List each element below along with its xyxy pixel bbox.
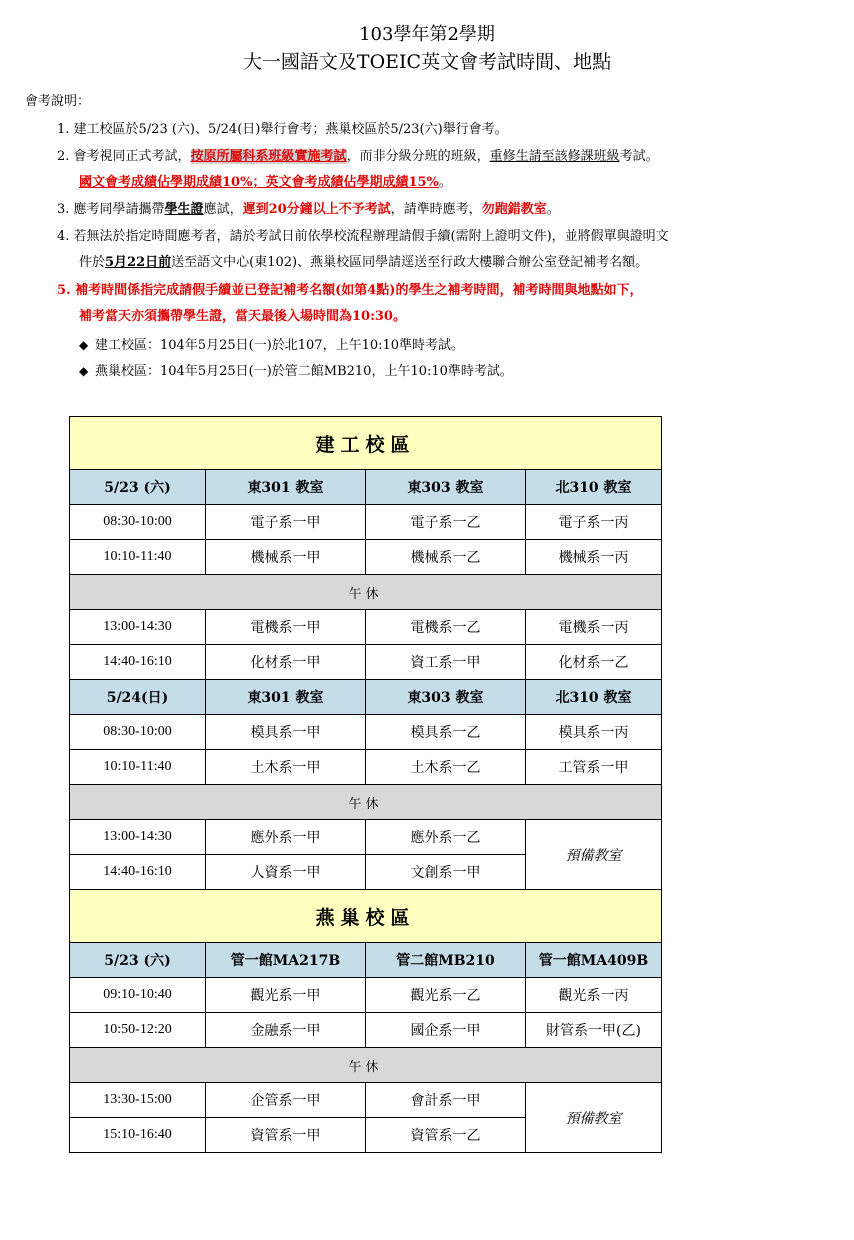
time-slot: 13:00-14:30 [70,610,206,645]
class-cell: 模具系一乙 [366,715,526,750]
diamond-bullet-icon: ◆ [79,364,89,378]
time-slot: 10:10-11:40 [70,540,206,575]
room-header: 東303 教室 [366,470,526,505]
class-cell: 機械系一甲 [206,540,366,575]
campus-header-jiangong: 建工校區 [70,417,662,470]
item4-text-a: 件於 [79,255,106,270]
table-row [70,540,662,575]
class-cell: 觀光系一丙 [526,978,662,1013]
date-cell: 5/23 (六) [70,470,206,505]
lunch-break-row: 午休 [70,575,662,610]
item3-text-c: ，請準時應考， [390,202,482,217]
class-cell: 模具系一丙 [526,715,662,750]
class-cell: 電機系一甲 [206,610,366,645]
class-cell: 電子系一甲 [206,505,366,540]
class-cell: 化材系一甲 [206,645,366,680]
class-cell: 機械系一丙 [526,540,662,575]
time-slot: 09:10-10:40 [70,978,206,1013]
class-cell: 文創系一甲 [366,855,526,890]
class-cell: 土木系一乙 [366,750,526,785]
time-slot: 13:00-14:30 [70,820,206,855]
instruction-item-4-line2 [79,254,648,272]
item3-text-d: 。 [546,202,560,217]
time-slot: 08:30-10:00 [70,505,206,540]
class-cell: 電子系一乙 [366,505,526,540]
instruction-item-5-line1: 5. 補考時間係指完成請假手續並已登記補考名額(如第4點)的學生之補考時間，補考時間與地點如下， [57,283,643,298]
makeup-yanchao-text: 燕巢校區：104年5月25日(一)於管二館MB210，上午10:10準時考試。 [95,364,513,379]
class-cell: 觀光系一乙 [366,978,526,1013]
room-header: 管一館MA409B [526,943,662,978]
lunch-break-row: 午休 [70,1048,662,1083]
item3-late-rule: 遲到20分鐘以上不予考試 [242,202,391,217]
date-cell: 5/23 (六) [70,943,206,978]
makeup-bullet-jiangong [79,336,464,355]
time-slot: 10:10-11:40 [70,750,206,785]
lunch-break-row: 午休 [70,785,662,820]
time-slot: 14:40-16:10 [70,645,206,680]
item3-text-a: 3. 應考同學請攜帶 [57,202,165,217]
item2-retake-note: 重修生請至該修課班級 [489,149,620,164]
table-row [70,1083,662,1118]
class-cell: 化材系一乙 [526,645,662,680]
instruction-item-2-weighting [79,174,452,192]
time-slot: 10:50-12:20 [70,1013,206,1048]
table-row [70,820,662,855]
class-cell: 應外系一乙 [366,820,526,855]
class-cell: 模具系一甲 [206,715,366,750]
document-title-main: 大一國語文及TOEIC英文會考試時間、地點 [242,51,612,73]
class-cell: 機械系一乙 [366,540,526,575]
instruction-item-5-line2: 補考當天亦須攜帶學生證，當天最後入場時間為10:30。 [79,309,406,324]
item2-highlight-class: 按原所屬科系班級實施考試 [190,149,347,164]
class-cell: 資工系一甲 [366,645,526,680]
makeup-jiangong-text: 建工校區：104年5月25日(一)於北107，上午10:10準時考試。 [95,338,465,353]
item2-text-c: 考試。 [619,149,659,164]
class-cell: 國企系一甲 [366,1013,526,1048]
time-slot: 13:30-15:00 [70,1083,206,1118]
class-cell: 資管系一甲 [206,1118,366,1153]
class-cell: 土木系一甲 [206,750,366,785]
room-header: 北310 教室 [526,680,662,715]
class-cell: 觀光系一甲 [206,978,366,1013]
item3-text-b: 應試， [203,202,243,217]
class-cell: 應外系一甲 [206,820,366,855]
item2-weighting-end: 。 [438,175,452,190]
exam-schedule-table [69,416,662,1153]
table-row [70,505,662,540]
item4-text-b: 送至語文中心(東102)、燕巢校區同學請逕送至行政大樓聯合辦公室登記補考名額。 [171,255,649,270]
item3-student-id: 學生證 [164,202,204,217]
class-cell: 會計系一甲 [366,1083,526,1118]
room-header: 北310 教室 [526,470,662,505]
class-cell: 電子系一丙 [526,505,662,540]
class-cell: 電機系一丙 [526,610,662,645]
time-slot: 14:40-16:10 [70,855,206,890]
item4-deadline: 5月22日前 [105,255,172,270]
room-header: 管二館MB210 [366,943,526,978]
diamond-bullet-icon: ◆ [79,338,89,352]
class-cell: 企管系一甲 [206,1083,366,1118]
instruction-item-2 [57,148,659,166]
item2-text-a: 2. 會考視同正式考試， [57,149,191,164]
class-cell: 金融系一甲 [206,1013,366,1048]
instruction-item-1: 1. 建工校區於5/23 (六)、5/24(日)舉行會考；燕巢校區於5/23(六)舉行會考。 [57,122,508,137]
class-cell: 電機系一乙 [366,610,526,645]
room-header: 東301 教室 [206,680,366,715]
class-cell: 工管系一甲 [526,750,662,785]
item2-weighting-text: 國文會考成績佔學期成績10%；英文會考成績佔學期成績15% [79,175,439,190]
table-row [70,750,662,785]
makeup-bullet-yanchao [79,362,513,381]
room-header: 東301 教室 [206,470,366,505]
time-slot: 15:10-16:40 [70,1118,206,1153]
time-slot: 08:30-10:00 [70,715,206,750]
class-cell: 人資系一甲 [206,855,366,890]
document-title-term: 103學年第2學期 [359,24,495,45]
instruction-item-3 [57,201,560,219]
date-cell: 5/24(日) [70,680,206,715]
table-row [70,715,662,750]
class-cell: 資管系一乙 [366,1118,526,1153]
table-row [70,1013,662,1048]
spare-room-cell: 預備教室 [526,820,662,890]
instruction-item-4-line1: 4. 若無法於指定時間應考者，請於考試日前依學校流程辦理請假手續(需附上證明文件)，並將假單與證明文 [57,229,669,244]
table-row [70,645,662,680]
table-row [70,978,662,1013]
intro-label: 會考說明： [25,94,91,109]
spare-room-cell: 預備教室 [526,1083,662,1153]
item2-text-b: ，而非分級分班的班級， [346,149,490,164]
room-header: 東303 教室 [366,680,526,715]
campus-header-yanchao: 燕巢校區 [70,890,662,943]
class-cell: 財管系一甲(乙) [526,1013,662,1048]
table-row [70,610,662,645]
item3-wrong-room: 勿跑錯教室 [481,202,547,217]
room-header: 管一館MA217B [206,943,366,978]
